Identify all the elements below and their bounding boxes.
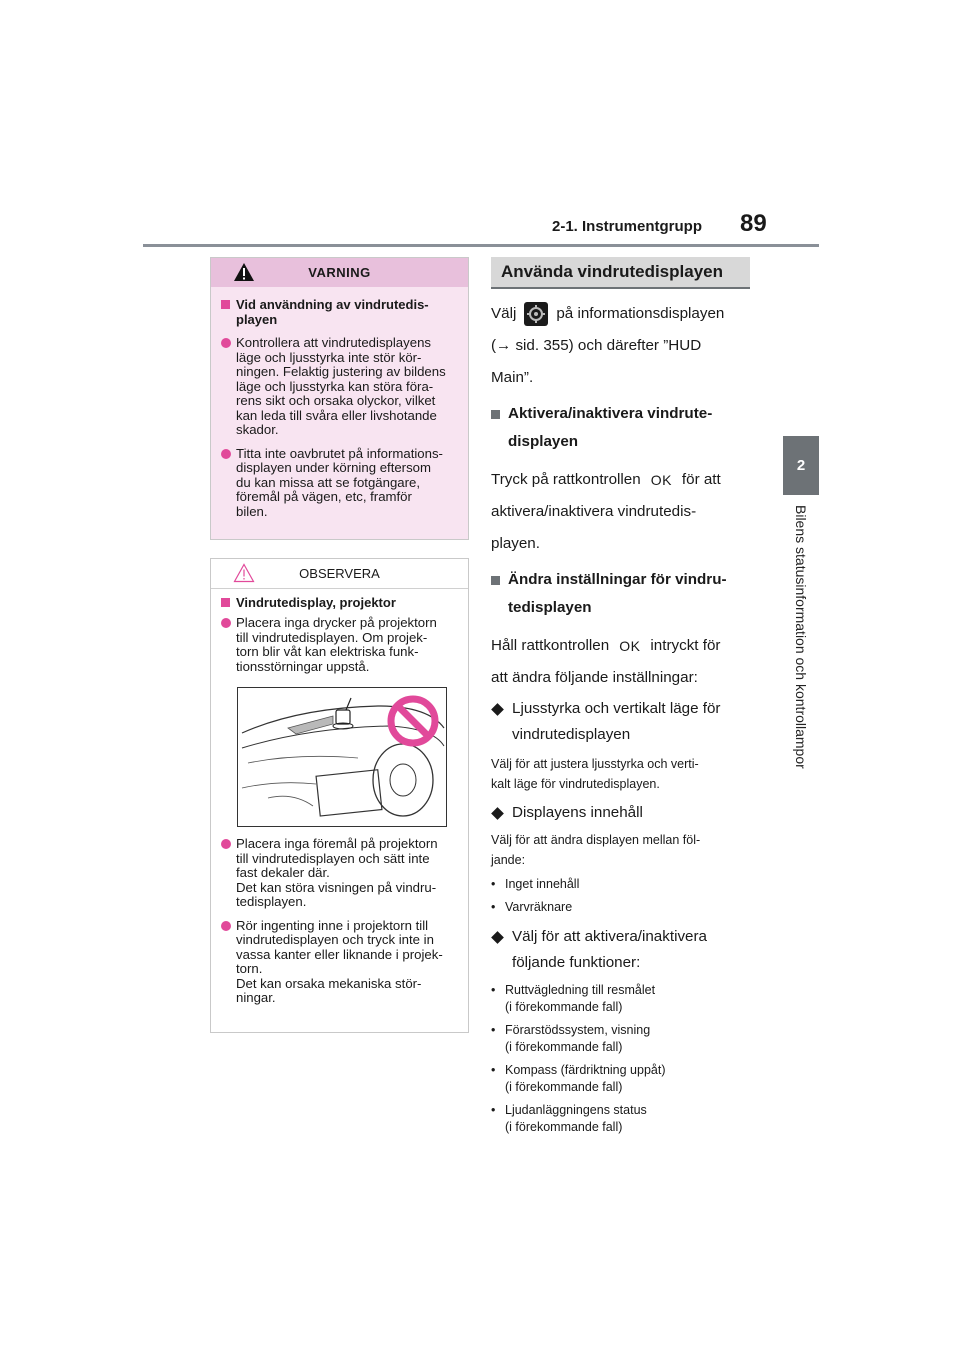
- list-item: • Ljudanläggningens status (i förekommande fall): [491, 1103, 647, 1134]
- notice-bullet: Placera inga föremål på projektorn till vindrutedisplayen och sätt inte fast dekaler där. Det kan störa visningen på vindru- tedisplayen.: [221, 837, 458, 910]
- intro-line: Main”.: [491, 369, 534, 386]
- warning-body: [211, 287, 468, 539]
- heading-square-icon: [491, 410, 500, 419]
- notice-box: [210, 558, 469, 1033]
- subsection-heading: Aktivera/inaktivera vindrute- displayen: [491, 400, 761, 456]
- item-heading: Välj för att aktivera/inaktivera följande funktioner:: [491, 924, 761, 976]
- diamond-bullet-icon: [491, 703, 504, 716]
- warning-title: VARNING: [308, 265, 371, 280]
- notice-header: [211, 559, 468, 589]
- item-list: [491, 982, 761, 1136]
- page-number: 89: [740, 210, 767, 237]
- header-rule: [143, 244, 819, 247]
- body-line: playen.: [491, 535, 540, 552]
- list-item: • Varvräknare: [491, 900, 573, 914]
- chapter-title: Bilens statusinformation och kontrollampor: [793, 505, 809, 769]
- intro-line: Välj på informationsdisplayen: [491, 298, 761, 330]
- chapter-tab: 2: [783, 436, 819, 495]
- item-description: Välj för att justera ljusstyrka och verti- kalt läge för vindrutedisplayen.: [491, 757, 699, 791]
- subsection-heading: Ändra inställningar för vindru- tedisplayen: [491, 566, 761, 622]
- bullet-dot-icon: [221, 449, 231, 459]
- notice-heading: Vindrutedisplay, projektor: [221, 595, 458, 610]
- body-line: aktivera/inaktivera vindrutedis-: [491, 503, 697, 520]
- list-item: • Förarstödssystem, visning (i förekommande fall): [491, 1023, 651, 1054]
- item-description: Välj för att ändra displayen mellan föl- jande:: [491, 833, 701, 867]
- bullet-dot-icon: [221, 618, 231, 628]
- body-line: att ändra följande inställningar:: [491, 669, 698, 686]
- item-heading: Displayens innehåll: [491, 800, 761, 826]
- warning-header: [211, 258, 468, 287]
- warning-box: [210, 257, 469, 540]
- bullet-dot-icon: [221, 338, 231, 348]
- list-item: • Inget innehåll: [491, 877, 580, 891]
- body-line: Håll rattkontrollen OK intryckt för: [491, 630, 761, 662]
- diamond-bullet-icon: [491, 807, 504, 820]
- notice-title: OBSERVERA: [299, 566, 380, 581]
- heading-square-icon: [221, 300, 230, 309]
- warning-triangle-icon: [233, 262, 255, 282]
- body-line: Tryck på rattkontrollen OK för att: [491, 464, 761, 496]
- bullet-dot-icon: [221, 839, 231, 849]
- section-header: 2-1. Instrumentgrupp: [552, 218, 703, 235]
- bullet-dot-icon: [221, 921, 231, 931]
- item-heading: Ljusstyrka och vertikalt läge för vindrutedisplayen: [491, 696, 761, 748]
- item-list: [491, 876, 761, 916]
- notice-body: [211, 589, 468, 1006]
- notice-bullet: Rör ingenting inne i projektorn till vindrutedisplayen och tryck inte in vassa kanter eller liknande i projek- torn. Det kan orsaka mekaniska stör- ningar.: [221, 919, 458, 1006]
- intro-line: (→ sid. 355) och därefter ”HUD: [491, 337, 702, 354]
- projector-illustration: [237, 687, 447, 827]
- heading-square-icon: [491, 576, 500, 585]
- warning-bullet: Titta inte oavbrutet på informations- displayen under körning eftersom du kan missa att se fotgängare, föremål på vägen, etc, framför bilen.: [221, 447, 458, 520]
- settings-gear-icon: [524, 302, 548, 326]
- notice-bullet: Placera inga drycker på projektorn till vindrutedisplayen. Om projek- torn blir våt kan elektriska funk- tionsstörningar uppstå.: [221, 616, 458, 674]
- warning-heading: Vid användning av vindrutedis- playen: [221, 297, 458, 327]
- notice-triangle-icon: [233, 563, 255, 583]
- list-item: • Kompass (färdriktning uppåt) (i förekommande fall): [491, 1063, 666, 1094]
- warning-bullet: Kontrollera att vindrutedisplayens läge och ljusstyrka inte stör kör- ningen. Felaktig justering av bildens läge och ljusstyrka kan störa föra- rens sikt och orsaka olyckor, vilket kan leda till svåra eller livshotande skador.: [221, 336, 458, 438]
- section-content: [491, 298, 761, 1136]
- section-title: Använda vindrutedisplayen: [491, 257, 750, 289]
- list-item: • Ruttvägledning till resmålet (i förekommande fall): [491, 983, 656, 1014]
- diamond-bullet-icon: [491, 931, 504, 944]
- ok-button-icon: OK: [619, 638, 641, 654]
- prohibited-icon: [386, 694, 440, 748]
- heading-square-icon: [221, 598, 230, 607]
- ok-button-icon: OK: [650, 472, 672, 488]
